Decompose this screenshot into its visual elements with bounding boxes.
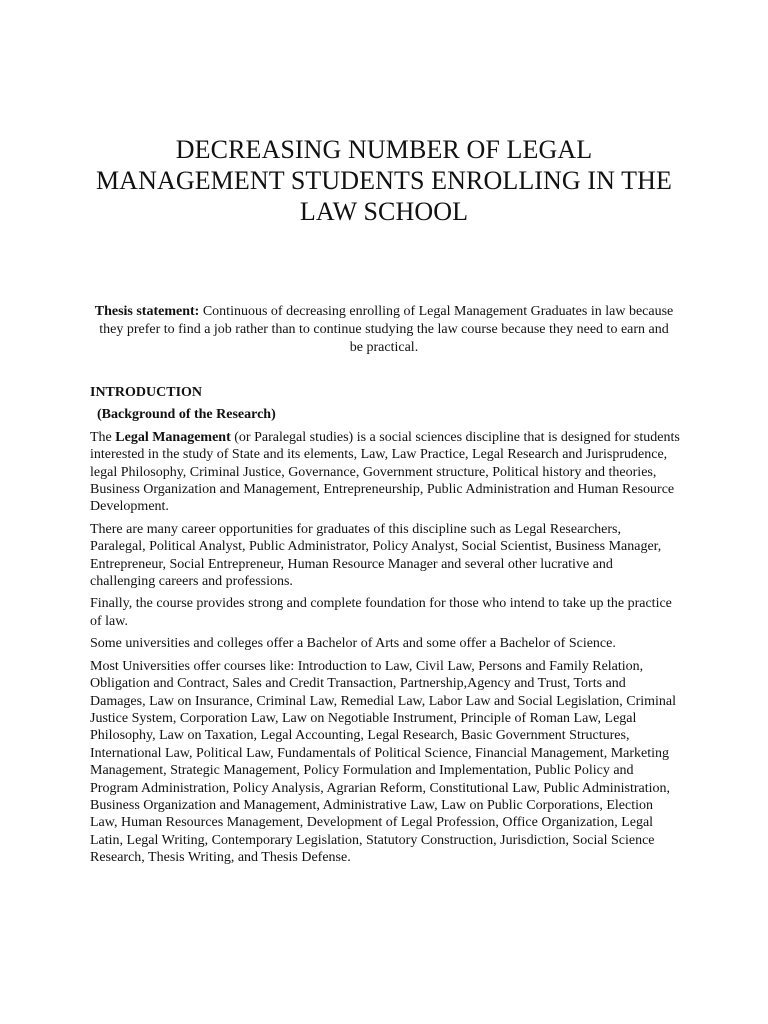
paragraph1-lead: The [90,429,116,445]
paragraph-degrees: Some universities and colleges offer a Bachelor of Arts and some offer a Bachelor of Science. [90,636,616,652]
introduction-section [90,384,680,872]
paragraph1-bold-term: Legal Management [115,429,231,445]
thesis-text: Continuous of decreasing enrolling of Legal Management Graduates in law because they prefer to find a job rather than to continue studying the law course because they need to earn and be practical. [99,304,674,355]
introduction-heading: INTRODUCTION [90,385,203,400]
document-title: DECREASING NUMBER OF LEGAL MANAGEMENT STUDENTS ENROLLING IN THE LAW SCHOOL [95,135,673,226]
paragraph1-rest: (or Paralegal studies) is a social sciences discipline that is designed for students interested in the study of State and its elements, Law, Law Practice, Legal Research and Jurisprudence, legal Philosophy, Criminal Justice, Governance, Government structure, Political history and theories, Business Organization and Management, Entrepreneurship, Public Administration and Human Resource Development. [90,429,680,515]
paragraph-legal-management [90,429,680,516]
paragraph-career-opportunities: There are many career opportunities for graduates of this discipline such as Legal Researchers, Paralegal, Political Analyst, Public Administrator, Policy Analyst, Social Scientist, Business Manager, Entrepreneur, Social Entrepreneur, Human Resource Manager and several other lucrative and challenging careers and professions. [90,521,662,590]
paragraph-foundation: Finally, the course provides strong and complete foundation for those who intend to take up the practice of law. [90,596,672,629]
thesis-label: Thesis statement: [94,304,200,319]
thesis-statement [92,303,676,357]
paragraph-courses: Most Universities offer courses like: Introduction to Law, Civil Law, Persons and Family Relation, Obligation and Contract, Sales and Credit Transaction, Partnership,Agency and Trust, Torts and Damages, Law on Insurance, Criminal Law, Remedial Law, Labor Law and Social Legislation, Criminal Justice System, Corporation Law, Law on Negotiable Instrument, Principle of Roman Law, Legal Philosophy, Law on Taxation, Legal Accounting, Legal Research, Basic Government Structures, International Law, Political Law, Fundamentals of Political Science, Financial Management, Marketing Management, Strategic Management, Policy Formulation and Implementation, Public Policy and Program Administration, Policy Analysis, Agrarian Reform, Constitutional Law, Public Administration, Business Organization and Management, Administrative Law, Law on Public Corporations, Election Law, Human Resources Management, Development of Legal Profession, Office Organization, Legal Latin, Legal Writing, Contemporary Legislation, Statutory Construction, Jurisdiction, Social Science Research, Thesis Writing, and Thesis Defense. [90,658,677,866]
background-subheading: (Background of the Research) [97,407,276,423]
